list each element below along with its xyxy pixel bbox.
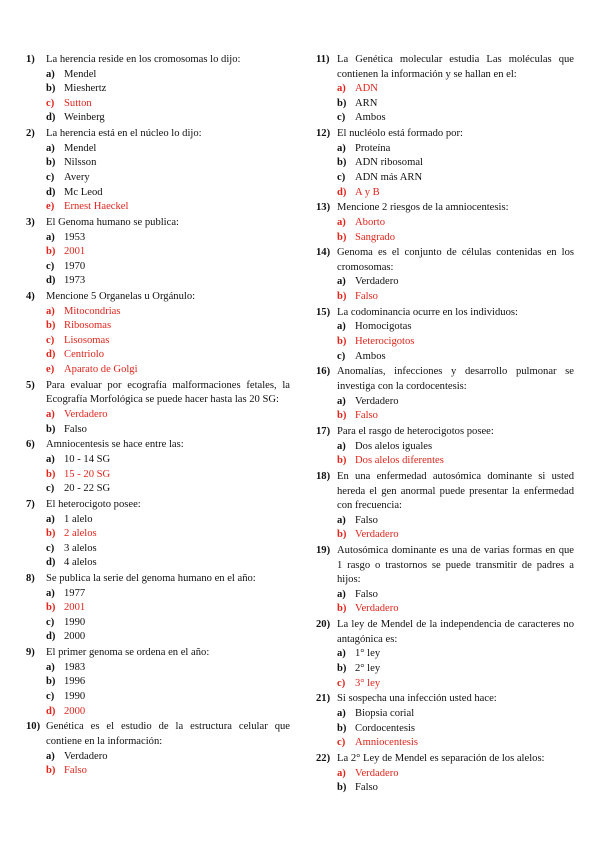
question-header xyxy=(316,365,574,394)
answer-option-correct xyxy=(26,334,290,349)
answer-option xyxy=(316,514,574,529)
option-letter: b) xyxy=(337,97,347,109)
option-text: Mc Leod xyxy=(64,186,103,198)
option-letter: e) xyxy=(46,201,55,213)
answer-option xyxy=(316,781,574,796)
option-letter: d) xyxy=(46,112,56,124)
answer-option xyxy=(316,111,574,126)
question xyxy=(316,306,574,366)
answer-option-correct xyxy=(316,602,574,617)
option-letter: a) xyxy=(337,321,346,333)
question-header xyxy=(26,127,290,142)
question-number: 6) xyxy=(26,439,35,451)
question-header xyxy=(316,544,574,588)
option-text: 2° ley xyxy=(355,663,381,675)
question xyxy=(316,365,574,425)
question-number: 15) xyxy=(316,306,331,318)
option-letter: c) xyxy=(337,350,346,362)
option-text: Falso xyxy=(355,410,378,422)
option-letter: a) xyxy=(337,142,346,154)
question-number: 21) xyxy=(316,693,331,705)
option-letter: d) xyxy=(46,186,56,198)
question-header xyxy=(316,618,574,647)
left-column xyxy=(26,53,290,780)
question xyxy=(316,425,574,470)
option-letter: b) xyxy=(337,603,347,615)
answer-option xyxy=(316,350,574,365)
answer-option xyxy=(316,156,574,171)
question-header xyxy=(26,646,290,661)
question xyxy=(26,572,290,646)
option-text: Nilsson xyxy=(64,157,97,169)
option-letter: a) xyxy=(337,395,346,407)
option-text: 10 - 14 SG xyxy=(64,453,111,465)
question xyxy=(26,379,290,439)
question-number: 20) xyxy=(316,619,331,631)
question xyxy=(316,246,574,306)
question-header xyxy=(316,470,574,514)
option-text: Proteína xyxy=(355,142,391,154)
answer-option xyxy=(26,453,290,468)
option-text: 1970 xyxy=(64,260,86,272)
option-text: 15 - 20 SG xyxy=(64,468,111,480)
answer-option xyxy=(316,588,574,603)
option-letter: c) xyxy=(337,737,346,749)
option-letter: b) xyxy=(337,231,347,243)
answer-option xyxy=(26,542,290,557)
option-text: 1977 xyxy=(64,587,86,599)
answer-option xyxy=(26,231,290,246)
option-letter: b) xyxy=(337,529,347,541)
question-text: La Genética molecular estudia Las moléculas que contienen la información y se hallan en el: xyxy=(337,54,574,80)
option-text: 1 alelo xyxy=(64,513,93,525)
answer-option-correct xyxy=(26,319,290,334)
question-number: 5) xyxy=(26,379,35,391)
answer-option-correct xyxy=(26,468,290,483)
answer-option-correct xyxy=(26,601,290,616)
option-text: Ambos xyxy=(355,112,386,124)
option-text: Heterocigotos xyxy=(355,336,415,348)
question-number: 7) xyxy=(26,498,35,510)
option-letter: a) xyxy=(337,216,346,228)
answer-option xyxy=(26,482,290,497)
answer-option xyxy=(26,661,290,676)
option-text: 1° ley xyxy=(355,648,381,660)
option-letter: c) xyxy=(46,542,55,554)
option-text: Verdadero xyxy=(355,276,399,288)
answer-option xyxy=(26,274,290,289)
option-text: Falso xyxy=(355,782,378,794)
option-text: Aparato de Golgi xyxy=(64,364,138,376)
answer-option-correct xyxy=(316,231,574,246)
option-text: Sangrado xyxy=(355,231,396,243)
option-text: 1996 xyxy=(64,676,86,688)
question-number: 8) xyxy=(26,573,35,585)
answer-option xyxy=(26,171,290,186)
option-letter: b) xyxy=(46,765,56,777)
answer-option-correct xyxy=(26,348,290,363)
option-text: 2000 xyxy=(64,705,86,717)
option-text: 1990 xyxy=(64,691,86,703)
option-letter: a) xyxy=(337,648,346,660)
question-header xyxy=(26,53,290,68)
question-header xyxy=(26,720,290,749)
question-text: La herencia reside en los cromosomas lo dijo: xyxy=(46,54,241,65)
answer-option-correct xyxy=(316,454,574,469)
option-letter: c) xyxy=(337,171,346,183)
question xyxy=(316,127,574,201)
answer-option xyxy=(316,142,574,157)
question-header xyxy=(316,201,574,216)
answer-option xyxy=(26,513,290,528)
question-text: La ley de Mendel de la independencia de caracteres no antagónica es: xyxy=(337,619,574,645)
option-letter: b) xyxy=(46,528,56,540)
option-letter: b) xyxy=(46,468,56,480)
question-header xyxy=(26,216,290,231)
option-text: 2000 xyxy=(64,631,86,643)
option-letter: b) xyxy=(337,455,347,467)
option-text: Falso xyxy=(355,291,378,303)
option-letter: b) xyxy=(337,336,347,348)
option-text: ADN xyxy=(355,83,378,95)
question xyxy=(316,618,574,692)
option-text: Verdadero xyxy=(355,395,399,407)
option-text: 20 - 22 SG xyxy=(64,483,111,495)
option-text: Homocigotas xyxy=(355,321,412,333)
question-text: El Genoma humano se publica: xyxy=(46,216,179,228)
answer-option xyxy=(26,690,290,705)
option-text: ARN xyxy=(355,97,378,109)
question xyxy=(316,53,574,127)
option-text: 1953 xyxy=(64,231,86,243)
question-header xyxy=(316,306,574,321)
question-text: Se publica la serie del genoma humano en el año: xyxy=(46,573,256,585)
option-letter: b) xyxy=(46,246,56,258)
question-text: La herencia está en el núcleo lo dijo: xyxy=(46,128,202,140)
option-text: Lisosomas xyxy=(64,334,110,346)
question xyxy=(316,544,574,618)
question-number: 19) xyxy=(316,545,331,557)
option-letter: a) xyxy=(337,514,346,526)
question-text: Autosómica dominante es una de varias formas en que 1 rasgo o trastornos se puede transmitir de padres a hijos: xyxy=(337,545,574,586)
option-text: ADN más ARN xyxy=(355,171,423,183)
option-letter: b) xyxy=(46,676,56,688)
option-text: Dos alelos iguales xyxy=(355,440,433,452)
question xyxy=(316,470,574,544)
question-text: Para evaluar por ecografía malformaciones fetales, la Ecografía Morfológica se puede hacer hasta las 20 SG: xyxy=(46,379,290,406)
question-number: 18) xyxy=(316,470,331,482)
option-letter: a) xyxy=(46,409,55,420)
question-text: Genética es el estudio de la estructura celular que contiene en la información: xyxy=(46,721,290,747)
right-column xyxy=(316,53,574,797)
option-letter: a) xyxy=(337,83,346,95)
question xyxy=(316,692,574,752)
option-text: Verdadero xyxy=(64,409,108,420)
option-text: 3° ley xyxy=(355,677,381,689)
question-number: 1) xyxy=(26,54,35,65)
answer-option xyxy=(316,440,574,455)
option-letter: a) xyxy=(46,68,55,80)
option-text: Falso xyxy=(355,514,378,526)
answer-option xyxy=(26,750,290,765)
option-letter: c) xyxy=(46,97,55,109)
question-number: 17) xyxy=(316,425,331,437)
answer-option-correct xyxy=(316,677,574,692)
option-text: Verdadero xyxy=(355,767,399,779)
option-letter: b) xyxy=(337,410,347,422)
answer-option-correct xyxy=(316,409,574,424)
option-letter: d) xyxy=(337,186,347,198)
answer-option xyxy=(316,722,574,737)
question-number: 9) xyxy=(26,647,35,659)
option-letter: a) xyxy=(46,513,55,525)
option-text: 4 alelos xyxy=(64,557,97,569)
option-text: Falso xyxy=(64,765,87,777)
answer-option xyxy=(26,156,290,171)
answer-option-correct xyxy=(316,736,574,751)
question-text: El primer genoma se ordena en el año: xyxy=(46,647,210,659)
answer-option xyxy=(26,82,290,97)
answer-option-correct xyxy=(26,245,290,260)
answer-option-correct xyxy=(26,200,290,215)
option-letter: a) xyxy=(46,231,55,243)
option-text: Verdadero xyxy=(64,750,108,762)
option-letter: a) xyxy=(337,767,346,779)
option-letter: b) xyxy=(337,722,347,734)
option-letter: d) xyxy=(46,557,56,569)
answer-option xyxy=(26,616,290,631)
question-text: La codominancia ocurre en los individuos: xyxy=(337,306,518,318)
answer-option-correct xyxy=(316,767,574,782)
option-letter: a) xyxy=(337,588,346,600)
option-text: Mendel xyxy=(64,68,97,80)
option-letter: c) xyxy=(46,171,55,183)
question xyxy=(316,752,574,797)
option-letter: c) xyxy=(46,483,55,495)
option-text: Dos alelos diferentes xyxy=(355,455,444,467)
question-text: Amniocentesis se hace entre las: xyxy=(46,439,184,451)
option-letter: a) xyxy=(337,276,346,288)
question xyxy=(26,438,290,498)
option-letter: b) xyxy=(46,83,56,95)
option-letter: c) xyxy=(337,112,346,124)
option-text: Biopsia corial xyxy=(355,708,415,719)
option-letter: b) xyxy=(46,320,56,332)
question-text: Anomalías, infecciones y desarrollo pulmonar se investiga con la cordocentesis: xyxy=(337,366,574,392)
option-letter: d) xyxy=(46,631,56,643)
answer-option xyxy=(26,423,290,438)
option-text: 2001 xyxy=(64,246,86,258)
option-letter: d) xyxy=(46,705,56,717)
answer-option-correct xyxy=(316,528,574,543)
option-letter: c) xyxy=(337,677,346,689)
answer-option xyxy=(316,320,574,335)
option-text: Aborto xyxy=(355,216,386,228)
option-text: Falso xyxy=(64,423,87,435)
option-letter: a) xyxy=(46,661,55,673)
option-letter: a) xyxy=(46,305,55,317)
question-header xyxy=(316,752,574,767)
question-text: Para el rasgo de heterocigotos posee: xyxy=(337,425,494,437)
option-letter: c) xyxy=(46,260,55,272)
option-letter: a) xyxy=(46,453,55,465)
option-text: 1983 xyxy=(64,661,86,673)
option-text: Ernest Haeckel xyxy=(64,201,129,213)
question-text: La 2° Ley de Mendel es separación de los alelos: xyxy=(337,752,545,764)
answer-option-correct xyxy=(316,82,574,97)
answer-option xyxy=(26,556,290,571)
answer-option xyxy=(26,675,290,690)
question-text: En una enfermedad autosómica dominante si usted hereda el gen anormal puede presentar la enfermedad con frecuencia: xyxy=(337,470,574,512)
answer-option xyxy=(316,275,574,290)
option-letter: a) xyxy=(46,587,55,599)
answer-option xyxy=(26,630,290,645)
question xyxy=(26,290,290,379)
option-letter: b) xyxy=(337,663,347,675)
question-text: El heterocigoto posee: xyxy=(46,498,141,510)
question-header xyxy=(26,572,290,587)
answer-option xyxy=(316,647,574,662)
option-text: A y B xyxy=(355,186,380,198)
question xyxy=(26,53,290,127)
option-text: Ribosomas xyxy=(64,320,112,332)
option-letter: b) xyxy=(337,157,347,169)
option-text: Falso xyxy=(355,588,378,600)
option-text: ADN ribosomal xyxy=(355,157,423,169)
question-number: 22) xyxy=(316,752,331,764)
question-number: 13) xyxy=(316,202,331,214)
option-text: Ambos xyxy=(355,350,386,362)
question-number: 16) xyxy=(316,366,331,378)
option-text: 3 alelos xyxy=(64,542,97,554)
question-header xyxy=(316,246,574,275)
option-text: Amniocentesis xyxy=(355,737,418,749)
option-letter: a) xyxy=(46,142,55,154)
question-header xyxy=(316,425,574,440)
answer-option-correct xyxy=(26,363,290,378)
option-text: 2001 xyxy=(64,602,86,614)
question-number: 10) xyxy=(26,721,41,733)
option-letter: c) xyxy=(46,691,55,703)
option-letter: b) xyxy=(46,157,56,169)
answer-option xyxy=(26,142,290,157)
option-letter: b) xyxy=(337,291,347,303)
answer-option-correct xyxy=(26,764,290,779)
option-text: Mieshertz xyxy=(64,83,107,95)
question-text: Mencione 2 riesgos de la amniocentesis: xyxy=(337,202,509,214)
answer-option-correct xyxy=(26,527,290,542)
option-text: 1990 xyxy=(64,616,86,628)
question-text: Mencione 5 Organelas u Orgánulo: xyxy=(46,291,196,303)
option-letter: d) xyxy=(46,349,56,361)
question-number: 3) xyxy=(26,216,35,228)
option-text: Verdadero xyxy=(355,603,399,615)
answer-option-correct xyxy=(316,290,574,305)
question-text: El nucléolo está formado por: xyxy=(337,128,463,140)
option-letter: b) xyxy=(46,602,56,614)
question-text: Si sospecha una infección usted hace: xyxy=(337,693,497,705)
option-letter: c) xyxy=(46,334,55,346)
option-text: Sutton xyxy=(64,97,92,109)
question-number: 14) xyxy=(316,247,331,259)
answer-option xyxy=(26,68,290,83)
option-text: 1973 xyxy=(64,275,86,287)
question-header xyxy=(26,438,290,453)
option-letter: b) xyxy=(46,423,56,435)
option-letter: d) xyxy=(46,275,56,287)
question xyxy=(26,498,290,572)
answer-option xyxy=(26,587,290,602)
option-text: Mitocondrias xyxy=(64,305,121,317)
option-letter: a) xyxy=(46,750,55,762)
question-text: Genoma es el conjunto de células contenidas en los cromosomas: xyxy=(337,247,574,273)
answer-option xyxy=(316,662,574,677)
question-header xyxy=(26,498,290,513)
question-number: 12) xyxy=(316,128,331,140)
option-text: Mendel xyxy=(64,142,97,154)
option-letter: e) xyxy=(46,364,55,376)
question xyxy=(26,127,290,216)
answer-option xyxy=(316,97,574,112)
answer-option xyxy=(26,186,290,201)
answer-option-correct xyxy=(316,186,574,201)
question-header xyxy=(316,692,574,707)
question xyxy=(26,646,290,720)
question-header xyxy=(26,290,290,305)
answer-option-correct xyxy=(26,705,290,720)
answer-option-correct xyxy=(26,408,290,423)
option-letter: a) xyxy=(337,440,346,452)
question xyxy=(26,720,290,780)
option-text: Weinberg xyxy=(64,112,105,124)
option-text: Cordocentesis xyxy=(355,722,416,734)
answer-option-correct xyxy=(316,216,574,231)
answer-option-correct xyxy=(26,97,290,112)
answer-option xyxy=(316,395,574,410)
question-header xyxy=(26,379,290,408)
answer-option xyxy=(26,111,290,126)
option-text: 2 alelos xyxy=(64,528,97,540)
answer-option-correct xyxy=(26,305,290,320)
option-letter: b) xyxy=(337,782,347,794)
question xyxy=(316,201,574,246)
option-text: Verdadero xyxy=(355,529,399,541)
question-number: 4) xyxy=(26,291,35,303)
answer-option xyxy=(316,707,574,722)
option-text: Avery xyxy=(64,171,90,183)
answer-option xyxy=(26,260,290,275)
answer-option xyxy=(316,171,574,186)
option-letter: c) xyxy=(46,616,55,628)
question-header xyxy=(316,127,574,142)
option-text: Centriolo xyxy=(64,349,105,361)
question-number: 2) xyxy=(26,128,35,140)
answer-option-correct xyxy=(316,335,574,350)
question xyxy=(26,216,290,290)
option-letter: a) xyxy=(337,708,346,719)
question-header xyxy=(316,53,574,82)
question-number: 11) xyxy=(316,54,330,65)
